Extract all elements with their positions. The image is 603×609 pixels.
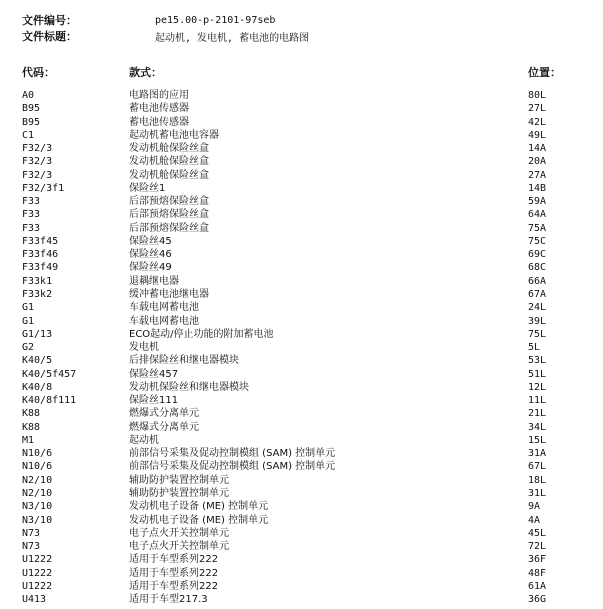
row-position: 67A — [528, 288, 547, 300]
table-row — [0, 182, 603, 195]
row-position: 75C — [528, 235, 547, 247]
table-row — [0, 394, 603, 407]
table-row — [0, 593, 603, 606]
table-row — [0, 500, 603, 513]
doc-number-value: pe15.00-p-2101-97seb — [155, 14, 276, 26]
row-position: 14B — [528, 182, 547, 194]
row-position: 4A — [528, 514, 541, 526]
table-row — [0, 142, 603, 155]
row-code: F32/3 — [22, 156, 53, 168]
row-description: 保险丝1 — [129, 182, 166, 194]
table-row — [0, 208, 603, 221]
table-row — [0, 407, 603, 420]
row-position: 68C — [528, 262, 547, 274]
row-code: N10/6 — [22, 461, 53, 473]
row-position: 31L — [528, 487, 547, 499]
table-row — [0, 155, 603, 168]
column-header-position: 位置： — [528, 66, 561, 79]
row-position: 67L — [528, 461, 547, 473]
row-code: U1222 — [22, 580, 53, 592]
row-position: 34L — [528, 421, 547, 433]
row-code: G1/13 — [22, 328, 53, 340]
table-row — [0, 527, 603, 540]
row-code: N2/10 — [22, 474, 53, 486]
row-description: 发电机 — [129, 342, 159, 354]
row-code: K40/5 — [22, 355, 53, 367]
doc-number-row — [22, 12, 582, 28]
column-header-style: 款式： — [129, 66, 162, 79]
row-description: 辅助防护装置控制单元 — [129, 487, 229, 499]
row-description: 燃爆式分离单元 — [129, 408, 199, 420]
row-position: 18L — [528, 474, 547, 486]
row-code: K40/8f111 — [22, 395, 77, 407]
table-row — [0, 434, 603, 447]
row-description: 发动机舱保险丝盒 — [129, 143, 209, 155]
table-row — [0, 580, 603, 593]
row-description: 保险丝111 — [129, 395, 179, 407]
doc-title-label: 文件标题： — [22, 30, 77, 43]
row-description: 保险丝49 — [129, 262, 172, 274]
row-position: 48F — [528, 567, 547, 579]
column-header-code: 代码： — [22, 66, 55, 79]
row-code: K88 — [22, 408, 41, 420]
row-description: 后部预熔保险丝盒 — [129, 222, 209, 234]
table-row — [0, 341, 603, 354]
row-code: F33 — [22, 222, 41, 234]
row-code: F33k1 — [22, 275, 53, 287]
row-description: 电路图的应用 — [129, 90, 189, 101]
row-code: F33f46 — [22, 249, 59, 261]
row-description: 燃爆式分离单元 — [129, 421, 199, 433]
row-description: 发动机保险丝和继电器模块 — [129, 381, 249, 393]
row-code: G1 — [22, 302, 35, 314]
row-code: A0 — [22, 90, 35, 101]
row-position: 27A — [528, 169, 547, 181]
row-position: 75A — [528, 222, 547, 234]
row-description: 保险丝457 — [129, 368, 179, 380]
table-row — [0, 116, 603, 129]
table-row — [0, 460, 603, 473]
row-position: 14A — [528, 143, 547, 155]
row-description: 保险丝46 — [129, 249, 172, 261]
row-description: 蓄电池传感器 — [129, 103, 189, 115]
row-description: 发动机电子设备 (ME) 控制单元 — [129, 501, 269, 513]
row-position: 36F — [528, 554, 547, 566]
table-row — [0, 129, 603, 142]
row-position: 24L — [528, 302, 547, 314]
row-position: 72L — [528, 541, 547, 553]
row-code: F33 — [22, 196, 41, 208]
row-code: N73 — [22, 527, 41, 539]
table-row — [0, 248, 603, 261]
row-position: 61A — [528, 580, 547, 592]
table-row — [0, 275, 603, 288]
row-description: 后排保险丝和继电器模块 — [129, 355, 239, 367]
row-code: K40/8 — [22, 381, 53, 393]
row-code: B95 — [22, 103, 41, 115]
table-row — [0, 102, 603, 115]
table-row — [0, 235, 603, 248]
row-position: 21L — [528, 408, 547, 420]
row-description: 起动机蓄电池电容器 — [129, 129, 219, 141]
row-description: 起动机 — [129, 434, 159, 446]
row-description: 发动机电子设备 (ME) 控制单元 — [129, 514, 269, 526]
row-description: 后部预熔保险丝盒 — [129, 209, 209, 221]
table-row — [0, 195, 603, 208]
table-header — [0, 64, 603, 80]
row-position: 36G — [528, 594, 547, 606]
row-code: N2/10 — [22, 487, 53, 499]
row-position: 9A — [528, 501, 541, 513]
row-description: 电子点火开关控制单元 — [129, 541, 229, 553]
table-row — [0, 328, 603, 341]
table-row — [0, 553, 603, 566]
row-description: 适用于车型217.3 — [129, 594, 208, 606]
row-code: M1 — [22, 434, 35, 446]
table-row — [0, 381, 603, 394]
row-position: 80L — [528, 90, 547, 101]
row-position: 75L — [528, 328, 547, 340]
table-row — [0, 288, 603, 301]
row-position: 27L — [528, 103, 547, 115]
table-row — [0, 315, 603, 328]
row-code: G2 — [22, 342, 35, 354]
row-position: 66A — [528, 275, 547, 287]
row-position: 45L — [528, 527, 547, 539]
doc-number-label: 文件编号： — [22, 14, 77, 27]
table-row — [0, 447, 603, 460]
table-row — [0, 354, 603, 367]
row-description: 辅助防护装置控制单元 — [129, 474, 229, 486]
table-row — [0, 487, 603, 500]
row-description: 前部信号采集及促动控制模组 (SAM) 控制单元 — [129, 448, 336, 460]
table-row — [0, 567, 603, 580]
table-row — [0, 514, 603, 527]
row-code: F33 — [22, 209, 41, 221]
row-description: 发动机舱保险丝盒 — [129, 169, 209, 181]
row-code: F33k2 — [22, 288, 53, 300]
row-description: 缓冲蓄电池继电器 — [129, 288, 209, 300]
row-position: 64A — [528, 209, 547, 221]
table-row — [0, 301, 603, 314]
component-list — [0, 89, 603, 606]
row-description: 适用于车型系列222 — [129, 580, 219, 592]
table-row — [0, 169, 603, 182]
doc-title-value: 起动机, 发电机, 蓄电池的电路图 — [155, 32, 310, 44]
row-code: F32/3 — [22, 143, 53, 155]
row-code: B95 — [22, 116, 41, 128]
row-code: C1 — [22, 129, 35, 141]
row-description: ECO起动/停止功能的附加蓄电池 — [129, 328, 274, 340]
row-description: 蓄电池传感器 — [129, 116, 189, 128]
row-description: 适用于车型系列222 — [129, 567, 219, 579]
row-code: U1222 — [22, 554, 53, 566]
table-row — [0, 89, 603, 102]
row-position: 5L — [528, 342, 541, 354]
row-position: 15L — [528, 434, 547, 446]
row-code: N3/10 — [22, 501, 53, 513]
row-description: 退耦继电器 — [129, 275, 179, 287]
row-position: 69C — [528, 249, 547, 261]
row-position: 11L — [528, 395, 547, 407]
row-code: U413 — [22, 594, 47, 606]
row-code: N10/6 — [22, 448, 53, 460]
row-description: 车载电网蓄电池 — [129, 315, 199, 327]
table-row — [0, 474, 603, 487]
row-position: 42L — [528, 116, 547, 128]
row-code: K88 — [22, 421, 41, 433]
row-code: U1222 — [22, 567, 53, 579]
row-position: 49L — [528, 129, 547, 141]
table-row — [0, 421, 603, 434]
row-position: 12L — [528, 381, 547, 393]
row-code: F33f49 — [22, 262, 59, 274]
row-position: 39L — [528, 315, 547, 327]
row-description: 后部预熔保险丝盒 — [129, 196, 209, 208]
row-position: 53L — [528, 355, 547, 367]
row-position: 20A — [528, 156, 547, 168]
row-position: 59A — [528, 196, 547, 208]
doc-title-row — [22, 28, 582, 44]
row-description: 车载电网蓄电池 — [129, 302, 199, 314]
document-header — [22, 12, 582, 44]
row-code: G1 — [22, 315, 35, 327]
table-row — [0, 368, 603, 381]
row-description: 保险丝45 — [129, 235, 172, 247]
row-description: 电子点火开关控制单元 — [129, 527, 229, 539]
row-description: 发动机舱保险丝盒 — [129, 156, 209, 168]
row-code: N73 — [22, 541, 41, 553]
row-code: K40/5f457 — [22, 368, 77, 380]
row-code: F32/3f1 — [22, 182, 65, 194]
row-code: F32/3 — [22, 169, 53, 181]
table-row — [0, 540, 603, 553]
row-code: N3/10 — [22, 514, 53, 526]
row-position: 51L — [528, 368, 547, 380]
table-row — [0, 222, 603, 235]
row-description: 适用于车型系列222 — [129, 554, 219, 566]
table-row — [0, 261, 603, 274]
row-description: 前部信号采集及促动控制模组 (SAM) 控制单元 — [129, 461, 336, 473]
row-position: 31A — [528, 448, 547, 460]
row-code: F33f45 — [22, 235, 59, 247]
